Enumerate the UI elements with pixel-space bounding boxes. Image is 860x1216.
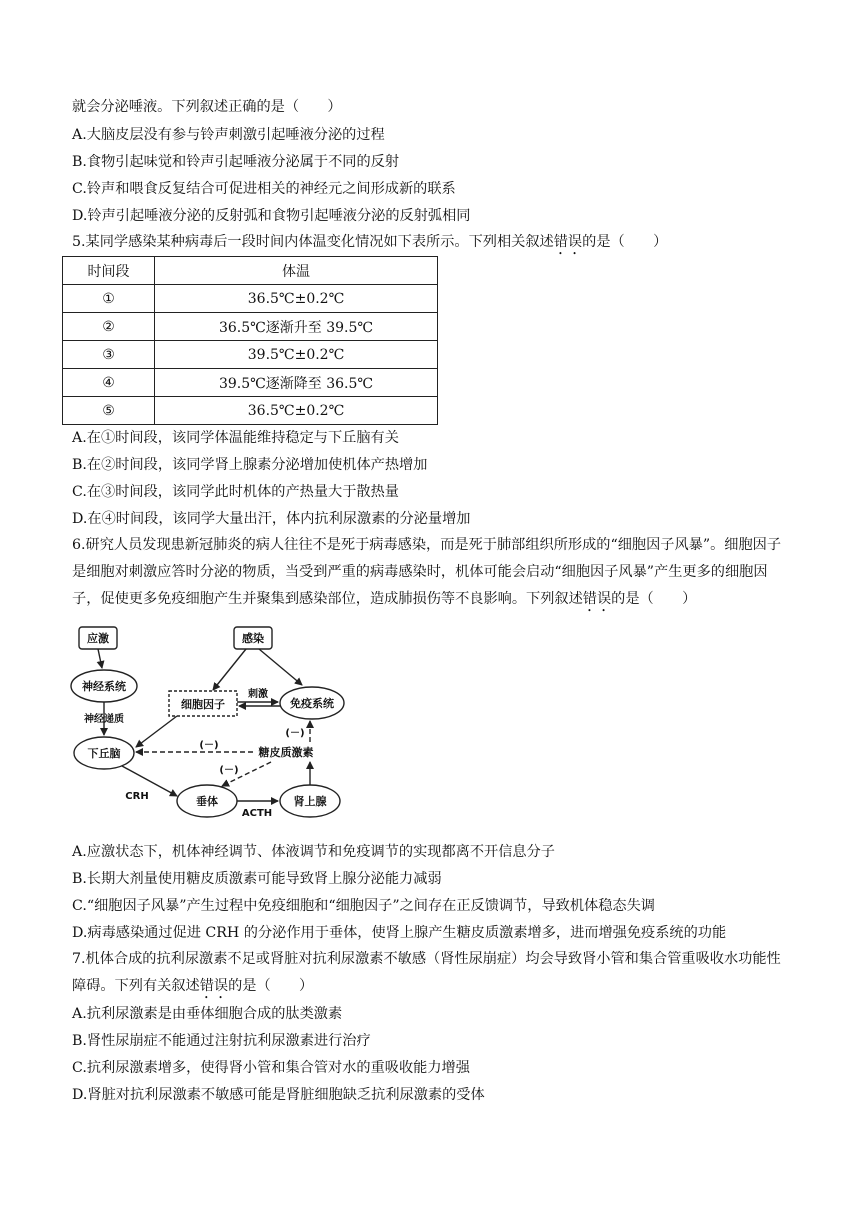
q4-option-d: D.铃声引起唾液分泌的反射弧和食物引起唾液分泌的反射弧相同 [72, 208, 471, 224]
q6-option-c: C.“细胞因子风暴”产生过程中免疫细胞和“细胞因子”之间存在正反馈调节，导致机体稳态失调 [72, 898, 655, 914]
q7-option-c: C.抗利尿激素增多，使得肾小管和集合管对水的重吸收能力增强 [72, 1060, 470, 1076]
table-cell: ⑤ [63, 397, 155, 425]
pituitary-label: 垂体 [196, 795, 218, 808]
q5-stem-text: 5.某同学感染某种病毒后一段时间内体温变化情况如下表所示。下列相关叙述 [72, 234, 554, 250]
q5-option-a: A.在①时间段，该同学体温能维持稳定与下丘脑有关 [72, 430, 399, 446]
table-cell: 39.5℃逐渐降至 36.5℃ [155, 369, 438, 397]
table-row [63, 285, 438, 313]
neurotransmitter-label: 神经递质 [84, 714, 124, 725]
adrenal-label: 肾上腺 [293, 795, 327, 808]
q7-emphasis: 错误 [199, 978, 229, 994]
cytokine-to-hypothalamus-arrow [136, 716, 177, 747]
table-row [63, 313, 438, 341]
q4-option-a: A.大脑皮层没有参与铃声刺激引起唾液分泌的过程 [72, 127, 385, 143]
q7-stem-end: 的是（ ） [228, 978, 314, 994]
table-cell: ③ [63, 341, 155, 369]
table-row [63, 369, 438, 397]
table-header-row [63, 257, 438, 285]
q6-option-a: A.应激状态下，机体神经调节、体液调节和免疫调节的实现都离不开信息分子 [72, 844, 555, 860]
negative-label-hypothalamus: (－) [199, 740, 219, 751]
q6-emphasis: 错误 [582, 591, 612, 607]
stress-to-nervous-arrow [98, 649, 102, 668]
q4-option-c: C.铃声和喂食反复结合可促进相关的神经元之间形成新的联系 [72, 181, 456, 197]
glucocorticoid-label: 糖皮质激素 [258, 746, 314, 759]
q6-stem-text: 6.研究人员发现患新冠肺炎的病人往往不是死于病毒感染，而是死于肺部组织所形成的“细胞因子风暴”。细胞因子是细胞对刺激应答时分泌的物质，当受到严重的病毒感染时，机体可能会启动“细胞因子风暴”产生更多的细胞因子，促使更多免疫细胞产生并聚集到感染部位，造成肺损伤等不良影响。下列叙述 [72, 537, 782, 607]
table-row [63, 341, 438, 369]
q5-option-d: D.在④时间段，该同学大量出汗，体内抗利尿激素的分泌量增加 [72, 511, 471, 527]
q5-option-b: B.在②时间段，该同学肾上腺素分泌增加使机体产热增加 [72, 457, 428, 473]
q6-stem [72, 532, 792, 615]
q5-emphasis: 错误 [553, 234, 583, 250]
table-cell: ① [63, 285, 155, 313]
negative-label-immune: (－) [285, 728, 305, 739]
q5-stem-end: 的是（ ） [582, 234, 668, 250]
q5-option-c: C.在③时间段，该同学此时机体的产热量大于散热量 [72, 484, 399, 500]
q7-option-d: D.肾脏对抗利尿激素不敏感可能是肾脏细胞缺乏抗利尿激素的受体 [72, 1087, 485, 1103]
immune-system-label: 免疫系统 [290, 697, 334, 710]
infection-to-immune-arrow [259, 649, 302, 685]
infection-to-cytokine-arrow [213, 649, 246, 690]
temperature-table [62, 256, 438, 425]
hypothalamus-label: 下丘脑 [87, 747, 121, 760]
cytokine-label: 细胞因子 [181, 698, 225, 711]
q6-option-d: D.病毒感染通过促进 CRH 的分泌作用于垂体，使肾上腺产生糖皮质激素增多，进而增强免疫系统的功能 [72, 925, 727, 941]
negative-label-pituitary: (－) [219, 765, 239, 776]
q7-stem [72, 946, 792, 1002]
nervous-system-label: 神经系统 [82, 680, 126, 693]
table-cell: 39.5℃±0.2℃ [155, 341, 438, 369]
crh-label: CRH [125, 791, 149, 802]
stress-label: 应激 [87, 632, 109, 645]
infection-label: 感染 [242, 632, 264, 645]
q5-stem [72, 232, 667, 258]
stimulate-label: 刺激 [248, 689, 268, 700]
q7-stem-text: 7.机体合成的抗利尿激素不足或肾脏对抗利尿激素不敏感（肾性尿崩症）均会导致肾小管和集合管重吸收水功能性障碍。下列有关叙述 [72, 951, 781, 994]
table-cell: 36.5℃±0.2℃ [155, 285, 438, 313]
table-cell: 36.5℃逐渐升至 39.5℃ [155, 313, 438, 341]
acth-label: ACTH [241, 808, 273, 819]
table-cell: ② [63, 313, 155, 341]
table-row [63, 397, 438, 425]
q4-option-b: B.食物引起味觉和铃声引起唾液分泌属于不同的反射 [72, 154, 400, 170]
table-cell: 36.5℃±0.2℃ [155, 397, 438, 425]
q7-option-a: A.抗利尿激素是由垂体细胞合成的肽类激素 [72, 1006, 343, 1022]
q6-option-b: B.长期大剂量使用糖皮质激素可能导致肾上腺分泌能力减弱 [72, 871, 442, 887]
q6-stem-end: 的是（ ） [611, 591, 697, 607]
table-header: 体温 [155, 257, 438, 285]
q4-stem-tail: 就会分泌唾液。下列叙述正确的是（ ） [72, 99, 342, 115]
hpa-diagram [66, 618, 366, 822]
q7-option-b: B.肾性尿崩症不能通过注射抗利尿激素进行治疗 [72, 1033, 371, 1049]
table-header: 时间段 [63, 257, 155, 285]
table-cell: ④ [63, 369, 155, 397]
